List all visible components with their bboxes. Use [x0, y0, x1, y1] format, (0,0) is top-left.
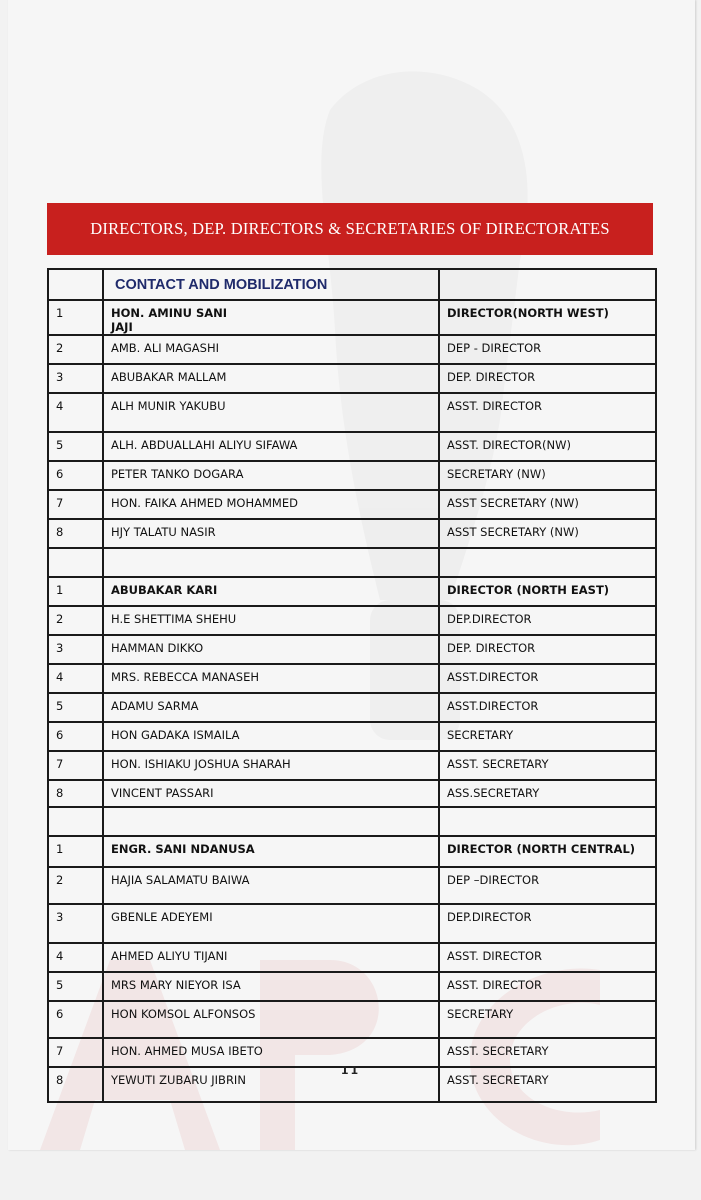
directorate-table [47, 268, 657, 1103]
member-name: GBENLE ADEYEMI [111, 910, 213, 924]
member-role: DIRECTOR (NORTH EAST) [447, 583, 610, 597]
member-name: HAJIA SALAMATU BAIWA [111, 873, 250, 887]
member-name: ALH. ABDUALLAHI ALIYU SIFAWA [111, 438, 298, 452]
table-row [48, 461, 656, 490]
row-number: 3 [56, 641, 64, 655]
member-role: DEP - DIRECTOR [447, 341, 542, 355]
member-role: ASST.DIRECTOR [447, 699, 539, 713]
member-name: HON. ISHIAKU JOSHUA SHARAH [111, 757, 291, 771]
member-role: ASST.DIRECTOR [447, 670, 539, 684]
member-name: ABUBAKAR MALLAM [111, 370, 227, 384]
table-row [48, 432, 656, 461]
table-row [48, 972, 656, 1001]
member-name: ADAMU SARMA [111, 699, 199, 713]
member-name: H.E SHETTIMA SHEHU [111, 612, 237, 626]
table-row [48, 393, 656, 432]
member-role: ASST. DIRECTOR [447, 949, 543, 963]
row-number: 4 [56, 399, 64, 413]
member-name: VINCENT PASSARI [111, 786, 214, 800]
member-role: ASS.SECRETARY [447, 786, 540, 800]
table-row [48, 904, 656, 943]
table-row [48, 722, 656, 751]
table-row [48, 490, 656, 519]
member-role: DEP. DIRECTOR [447, 370, 536, 384]
table-row [48, 693, 656, 722]
member-name: PETER TANKO DOGARA [111, 467, 244, 481]
table-spacer-row [48, 548, 656, 577]
table-row [48, 577, 656, 606]
row-number: 5 [56, 699, 64, 713]
row-number: 8 [56, 786, 64, 800]
member-name: HJY TALATU NASIR [111, 525, 216, 539]
section-banner: DIRECTORS, DEP. DIRECTORS & SECRETARIES OF DIRECTORATES [47, 203, 653, 255]
table-row [48, 606, 656, 635]
header-title-cell [103, 269, 439, 300]
table-row [48, 751, 656, 780]
member-name: HON. AHMED MUSA IBETO [111, 1044, 263, 1058]
member-name: ABUBAKAR KARI [111, 583, 218, 597]
row-number: 4 [56, 670, 64, 684]
header-role-cell [439, 269, 656, 300]
table-row [48, 635, 656, 664]
member-role: DEP. DIRECTOR [447, 641, 536, 655]
row-number: 3 [56, 370, 64, 384]
table-row [48, 836, 656, 867]
member-name: MRS. REBECCA MANASEH [111, 670, 259, 684]
member-name: ALH MUNIR YAKUBU [111, 399, 226, 413]
row-number: 8 [56, 1073, 64, 1087]
member-role: ASST. DIRECTOR [447, 978, 543, 992]
member-role: ASST. DIRECTOR [447, 399, 543, 413]
table-row [48, 364, 656, 393]
table-row [48, 867, 656, 904]
member-name: AHMED ALIYU TIJANI [111, 949, 228, 963]
member-role: DIRECTOR(NORTH WEST) [447, 306, 609, 320]
row-number: 6 [56, 728, 64, 742]
table-row [48, 1038, 656, 1067]
member-name: YEWUTI ZUBARU JIBRIN [111, 1073, 246, 1087]
member-role: DIRECTOR (NORTH CENTRAL) [447, 842, 636, 856]
table-row [48, 335, 656, 364]
row-number: 2 [56, 612, 64, 626]
row-number: 4 [56, 949, 64, 963]
row-number: 8 [56, 525, 64, 539]
member-name: HON. FAIKA AHMED MOHAMMED [111, 496, 298, 510]
page-number: 11 [340, 1064, 361, 1077]
row-number: 1 [56, 583, 64, 597]
member-role: SECRETARY [447, 1007, 514, 1021]
member-name: HAMMAN DIKKO [111, 641, 204, 655]
member-role: DEP.DIRECTOR [447, 612, 532, 626]
row-number: 1 [56, 306, 64, 320]
row-number: 6 [56, 1007, 64, 1021]
member-name: AMB. ALI MAGASHI [111, 341, 220, 355]
member-name: HON GADAKA ISMAILA [111, 728, 240, 742]
table-row [48, 519, 656, 548]
member-role: DEP.DIRECTOR [447, 910, 532, 924]
table-spacer-row [48, 807, 656, 836]
member-name: MRS MARY NIEYOR ISA [111, 978, 241, 992]
row-number: 2 [56, 341, 64, 355]
section-title: CONTACT AND MOBILIZATION [115, 276, 328, 293]
member-role: ASST. SECRETARY [447, 1073, 549, 1087]
member-role: ASST. SECRETARY [447, 757, 549, 771]
member-name: HON KOMSOL ALFONSOS [111, 1007, 256, 1021]
member-role: SECRETARY (NW) [447, 467, 546, 481]
member-role: ASST. DIRECTOR(NW) [447, 438, 571, 452]
table-row [48, 780, 656, 807]
table-header-row [48, 269, 656, 300]
table-row [48, 943, 656, 972]
table-row [48, 1001, 656, 1038]
row-number: 3 [56, 910, 64, 924]
header-number-cell [48, 269, 103, 300]
member-name: HON. AMINU SANI JAJI [111, 306, 228, 334]
member-role: SECRETARY [447, 728, 514, 742]
table-row [48, 664, 656, 693]
member-name: ENGR. SANI NDANUSA [111, 842, 255, 856]
row-number: 6 [56, 467, 64, 481]
member-role: ASST. SECRETARY [447, 1044, 549, 1058]
row-number: 7 [56, 1044, 64, 1058]
row-number: 5 [56, 978, 64, 992]
row-number: 2 [56, 873, 64, 887]
row-number: 7 [56, 757, 64, 771]
row-number: 1 [56, 842, 64, 856]
member-role: ASST SECRETARY (NW) [447, 496, 579, 510]
member-role: ASST SECRETARY (NW) [447, 525, 579, 539]
row-number: 7 [56, 496, 64, 510]
member-role: DEP –DIRECTOR [447, 873, 540, 887]
table-row [48, 300, 656, 335]
row-number: 5 [56, 438, 64, 452]
